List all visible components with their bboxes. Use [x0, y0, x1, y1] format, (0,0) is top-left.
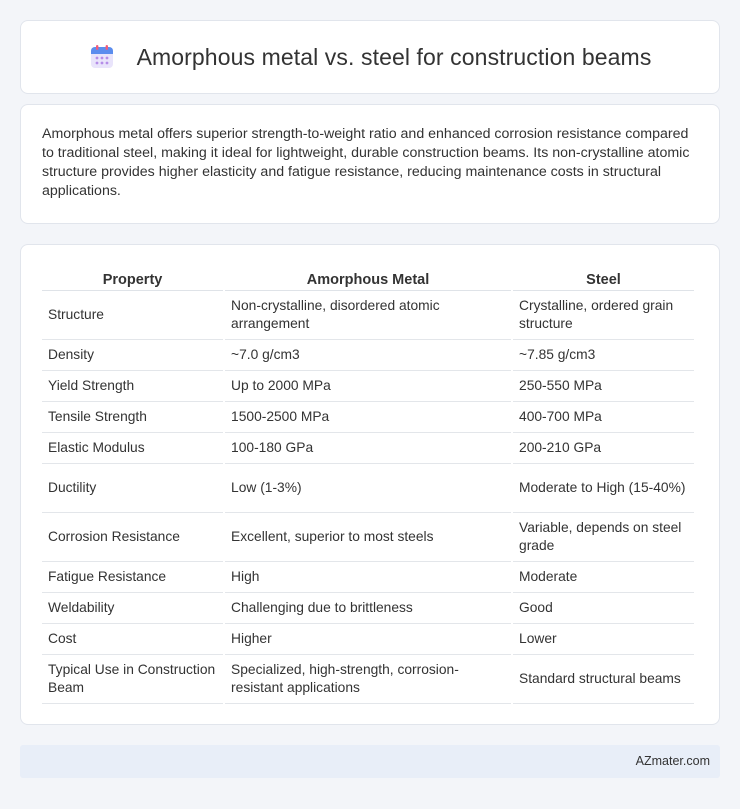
cell-amorphous: Specialized, high-strength, corrosion-resistant applications: [225, 655, 511, 704]
summary-card: [20, 104, 720, 224]
footer-site-link[interactable]: AZmater.com: [635, 754, 710, 768]
cell-steel: 250-550 MPa: [513, 371, 694, 402]
cell-property: Ductility: [42, 464, 223, 513]
table-row: [42, 562, 694, 593]
cell-steel: Standard structural beams: [513, 655, 694, 704]
cell-amorphous: High: [225, 562, 511, 593]
cell-amorphous: Low (1-3%): [225, 464, 511, 513]
cell-property: Fatigue Resistance: [42, 562, 223, 593]
cell-amorphous: Challenging due to brittleness: [225, 593, 511, 624]
comparison-table: [40, 265, 696, 704]
cell-amorphous: Up to 2000 MPa: [225, 371, 511, 402]
summary-text: Amorphous metal offers superior strength-to-weight ratio and enhanced corrosion resistance compared to traditional steel, making it ideal for lightweight, durable construction beams. Its non-crystalline atomic structure provides higher elasticity and fatigue resistance, reducing maintenance costs in structural applications.: [42, 126, 690, 199]
cell-amorphous: Higher: [225, 624, 511, 655]
cell-steel: Lower: [513, 624, 694, 655]
table-row: [42, 513, 694, 562]
table-row: [42, 655, 694, 704]
calendar-icon: [89, 44, 115, 70]
cell-steel: 400-700 MPa: [513, 402, 694, 433]
table-row: [42, 291, 694, 340]
cell-property: Tensile Strength: [42, 402, 223, 433]
table-row: [42, 402, 694, 433]
page-title: Amorphous metal vs. steel for construction beams: [136, 43, 652, 70]
cell-steel: Crystalline, ordered grain structure: [513, 291, 694, 340]
header-steel: Steel: [513, 265, 694, 291]
table-row: [42, 371, 694, 402]
footer: [20, 745, 720, 778]
cell-property: Corrosion Resistance: [42, 513, 223, 562]
cell-property: Structure: [42, 291, 223, 340]
title-card: [20, 20, 720, 94]
cell-steel: ~7.85 g/cm3: [513, 340, 694, 371]
header-amorphous-metal: Amorphous Metal: [225, 265, 511, 291]
table-row: [42, 624, 694, 655]
cell-steel: Moderate to High (15-40%): [513, 464, 694, 513]
cell-property: Yield Strength: [42, 371, 223, 402]
cell-property: Typical Use in Construction Beam: [42, 655, 223, 704]
cell-property: Elastic Modulus: [42, 433, 223, 464]
cell-steel: Good: [513, 593, 694, 624]
cell-property: Cost: [42, 624, 223, 655]
cell-amorphous: Excellent, superior to most steels: [225, 513, 511, 562]
table-row: [42, 593, 694, 624]
comparison-table-card: [20, 244, 720, 725]
cell-amorphous: Non-crystalline, disordered atomic arrangement: [225, 291, 511, 340]
cell-property: Weldability: [42, 593, 223, 624]
cell-property: Density: [42, 340, 223, 371]
table-row: [42, 464, 694, 513]
cell-steel: 200-210 GPa: [513, 433, 694, 464]
table-row: [42, 433, 694, 464]
table-header-row: [42, 265, 694, 291]
cell-steel: Variable, depends on steel grade: [513, 513, 694, 562]
cell-amorphous: ~7.0 g/cm3: [225, 340, 511, 371]
table-row: [42, 340, 694, 371]
cell-steel: Moderate: [513, 562, 694, 593]
cell-amorphous: 1500-2500 MPa: [225, 402, 511, 433]
cell-amorphous: 100-180 GPa: [225, 433, 511, 464]
header-property: Property: [42, 265, 223, 291]
